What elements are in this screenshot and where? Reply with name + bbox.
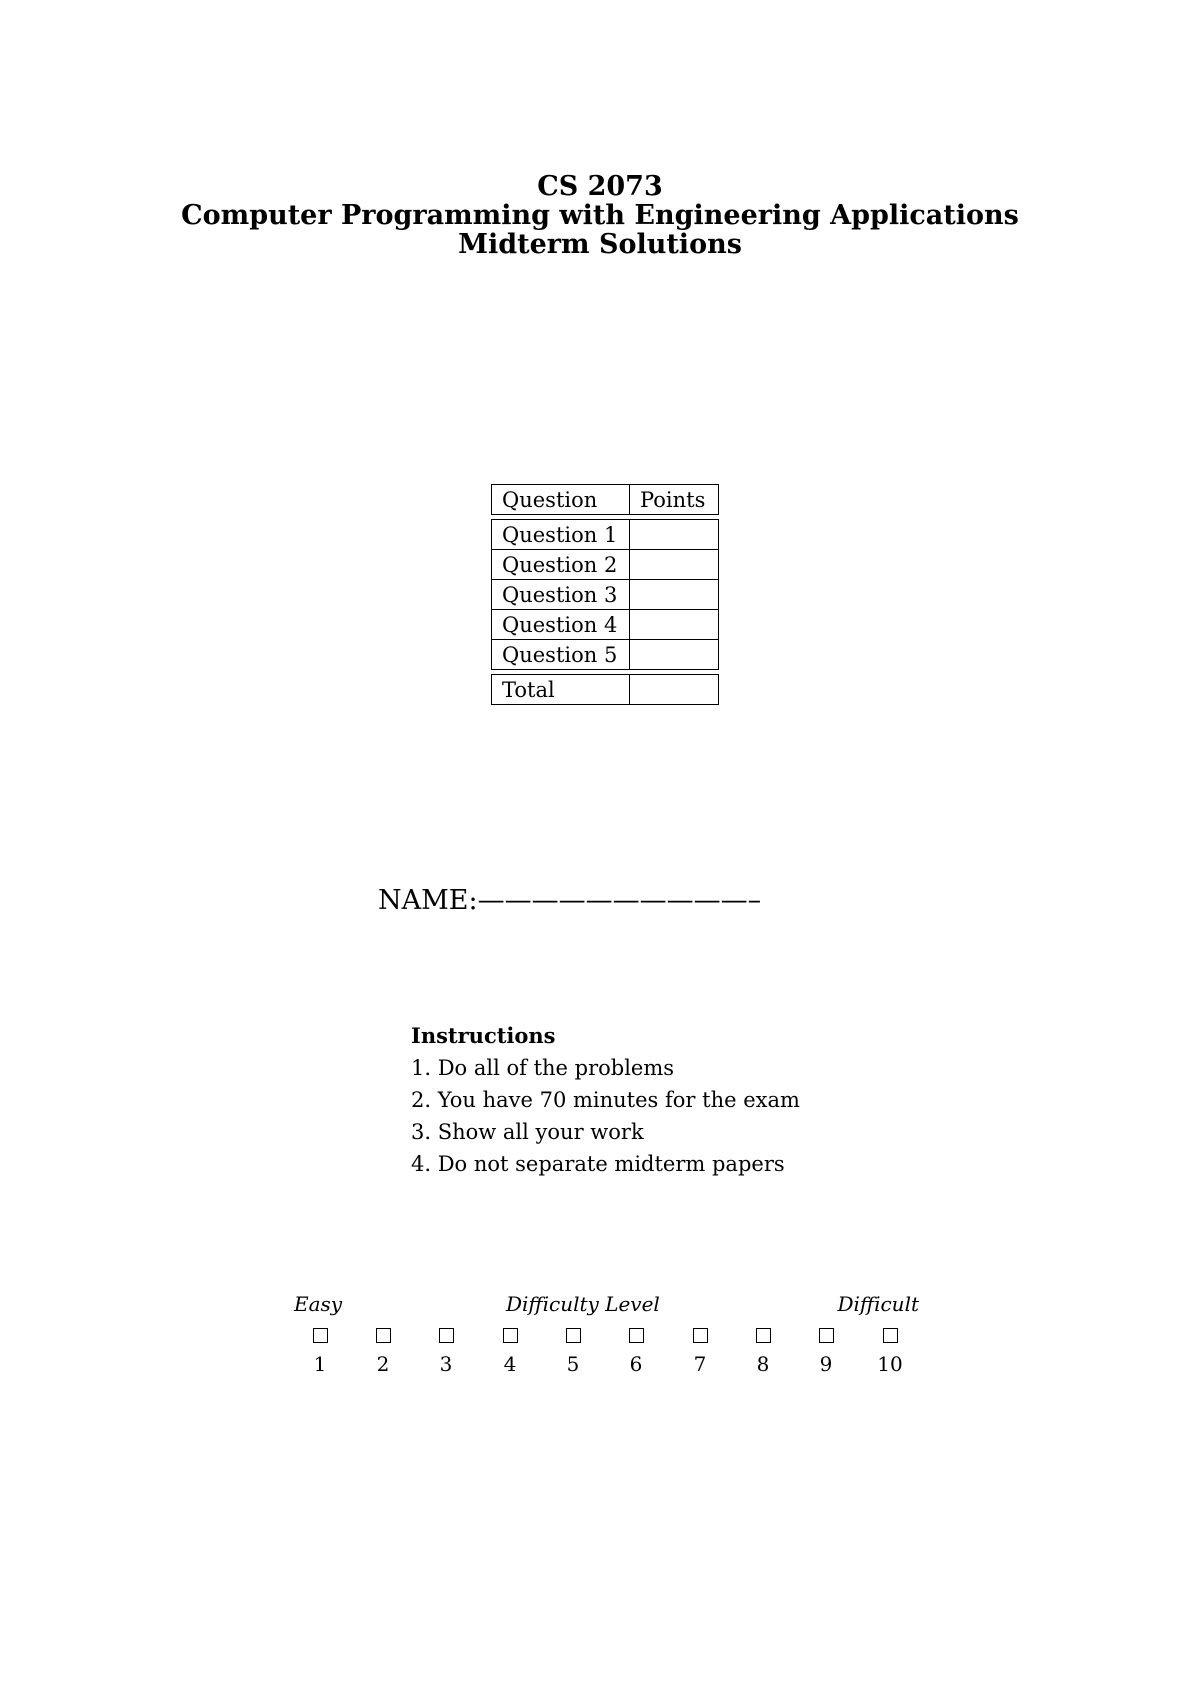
checkbox[interactable]: [566, 1328, 581, 1343]
table-row: [492, 520, 719, 550]
total-points-cell[interactable]: [630, 675, 719, 705]
score-table: [491, 484, 719, 705]
option-number: 7: [693, 1352, 707, 1376]
easy-label: Easy: [294, 1292, 343, 1316]
list-item: 2. You have 70 minutes for the exam: [411, 1088, 800, 1112]
difficulty-scale: [294, 1322, 919, 1386]
difficulty-rating: [294, 1292, 919, 1386]
name-label: NAME:: [378, 885, 478, 916]
question-label: Question 3: [492, 580, 630, 610]
option-number: 9: [819, 1352, 833, 1376]
difficulty-option-10[interactable]: [870, 1324, 910, 1376]
difficulty-level-label: Difficulty Level: [506, 1292, 660, 1316]
title-block: [0, 172, 1200, 259]
document-title: Midterm Solutions: [458, 229, 742, 260]
option-number: 5: [566, 1352, 580, 1376]
course-title: Computer Programming with Engineering Applications: [181, 200, 1019, 231]
points-cell[interactable]: [630, 640, 719, 670]
option-number: 4: [503, 1352, 517, 1376]
course-code: CS 2073: [537, 171, 663, 202]
option-number: 10: [877, 1352, 903, 1376]
question-label: Question 1: [492, 520, 630, 550]
instructions-section: [411, 1023, 800, 1184]
name-field[interactable]: [378, 885, 761, 916]
difficulty-option-7[interactable]: [680, 1324, 720, 1376]
checkbox[interactable]: [313, 1328, 328, 1343]
list-item: 4. Do not separate midterm papers: [411, 1152, 785, 1176]
option-number: 1: [313, 1352, 327, 1376]
checkbox[interactable]: [883, 1328, 898, 1343]
column-header-points: Points: [630, 485, 719, 515]
difficulty-option-6[interactable]: [616, 1324, 656, 1376]
checkbox[interactable]: [439, 1328, 454, 1343]
difficult-label: Difficult: [837, 1292, 919, 1316]
option-number: 2: [376, 1352, 390, 1376]
points-cell[interactable]: [630, 520, 719, 550]
checkbox[interactable]: [503, 1328, 518, 1343]
checkbox[interactable]: [376, 1328, 391, 1343]
instructions-heading: Instructions: [411, 1023, 556, 1048]
points-cell[interactable]: [630, 580, 719, 610]
difficulty-option-4[interactable]: [490, 1324, 530, 1376]
list-item: 3. Show all your work: [411, 1120, 644, 1144]
points-cell[interactable]: [630, 610, 719, 640]
difficulty-option-3[interactable]: [426, 1324, 466, 1376]
checkbox[interactable]: [693, 1328, 708, 1343]
question-label: Question 4: [492, 610, 630, 640]
checkbox[interactable]: [629, 1328, 644, 1343]
question-label: Question 5: [492, 640, 630, 670]
list-item: 1. Do all of the problems: [411, 1056, 675, 1080]
question-label: Question 2: [492, 550, 630, 580]
table-row: [492, 580, 719, 610]
total-row: [492, 675, 719, 705]
option-number: 6: [629, 1352, 643, 1376]
table-row: [492, 610, 719, 640]
score-table-header: [492, 485, 719, 515]
difficulty-option-8[interactable]: [743, 1324, 783, 1376]
name-underline: ——————————–: [477, 885, 762, 916]
checkbox[interactable]: [756, 1328, 771, 1343]
difficulty-labels: [294, 1292, 919, 1322]
difficulty-option-1[interactable]: [300, 1324, 340, 1376]
option-number: 3: [439, 1352, 453, 1376]
table-row: [492, 550, 719, 580]
total-label: Total: [492, 675, 630, 705]
difficulty-option-5[interactable]: [553, 1324, 593, 1376]
column-header-question: Question: [492, 485, 630, 515]
points-cell[interactable]: [630, 550, 719, 580]
difficulty-option-9[interactable]: [806, 1324, 846, 1376]
option-number: 8: [756, 1352, 770, 1376]
instructions-list: [411, 1056, 800, 1184]
checkbox[interactable]: [819, 1328, 834, 1343]
difficulty-option-2[interactable]: [363, 1324, 403, 1376]
table-row: [492, 640, 719, 670]
